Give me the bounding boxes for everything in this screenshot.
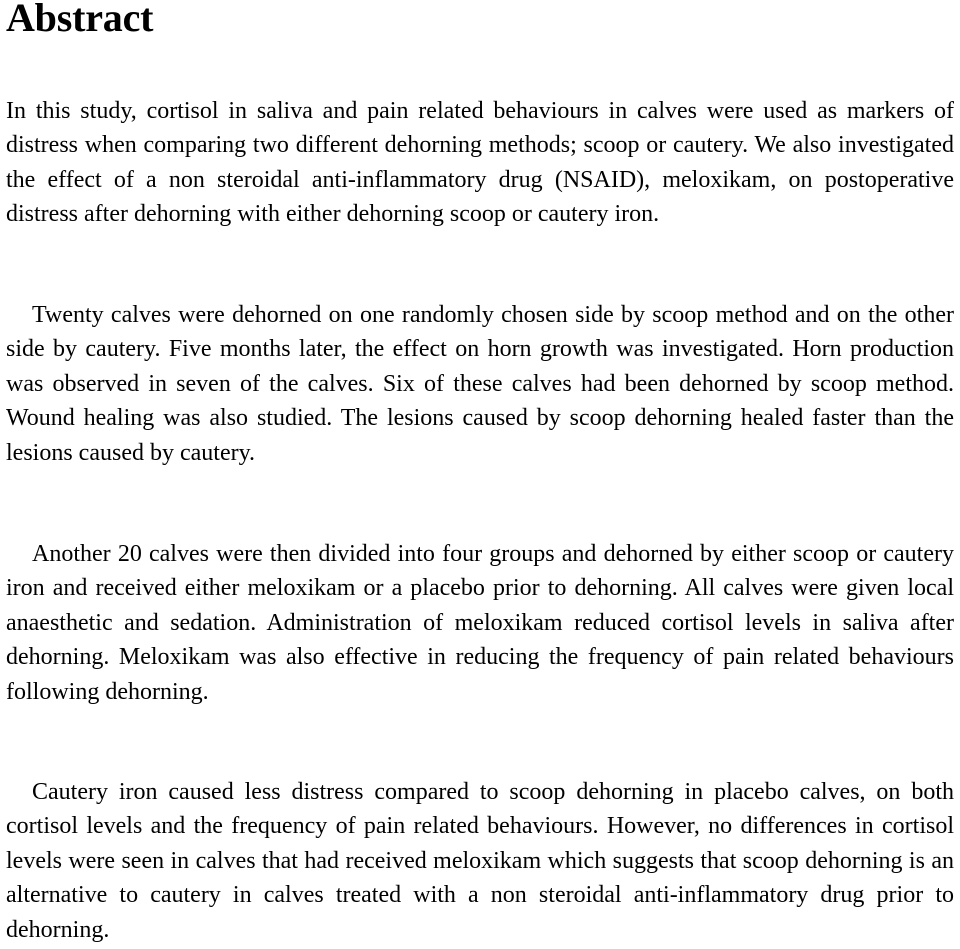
abstract-paragraph-1: In this study, cortisol in saliva and pain related behaviours in calves were used as markers of distress when comparing two different dehorning methods; scoop or cautery. We also investigated the effect of a non steroidal anti-inflammatory drug (NSAID), meloxikam, on postoperative distress after dehorning with either dehorning scoop or cautery iron.: [6, 98, 954, 228]
document-page: [6, 0, 954, 943]
abstract-heading: Abstract: [6, 0, 154, 40]
abstract-paragraph-2: Twenty calves were dehorned on one randomly chosen side by scoop method and on the other side by cautery. Five months later, the effect on horn growth was investigated. Horn production was observed in seven of the calves. Six of these calves had been dehorned by scoop method. Wound healing was also studied. The lesions caused by scoop dehorning healed faster than the lesions caused by cautery.: [6, 302, 954, 466]
abstract-paragraph-4: Cautery iron caused less distress compared to scoop dehorning in placebo calves, on both cortisol levels and the frequency of pain related behaviours. However, no differences in cortisol levels were seen in calves that had received meloxikam which suggests that scoop dehorning is an alternative to cautery in calves treated with a non steroidal anti-inflammatory drug prior to dehorning.: [6, 779, 954, 943]
abstract-paragraph-3: Another 20 calves were then divided into four groups and dehorned by either scoop or cautery iron and received either meloxikam or a placebo prior to dehorning. All calves were given local anaesthetic and sedation. Administration of meloxikam reduced cortisol levels in saliva after dehorning. Meloxikam was also effective in reducing the frequency of pain related behaviours following dehorning.: [6, 541, 954, 705]
